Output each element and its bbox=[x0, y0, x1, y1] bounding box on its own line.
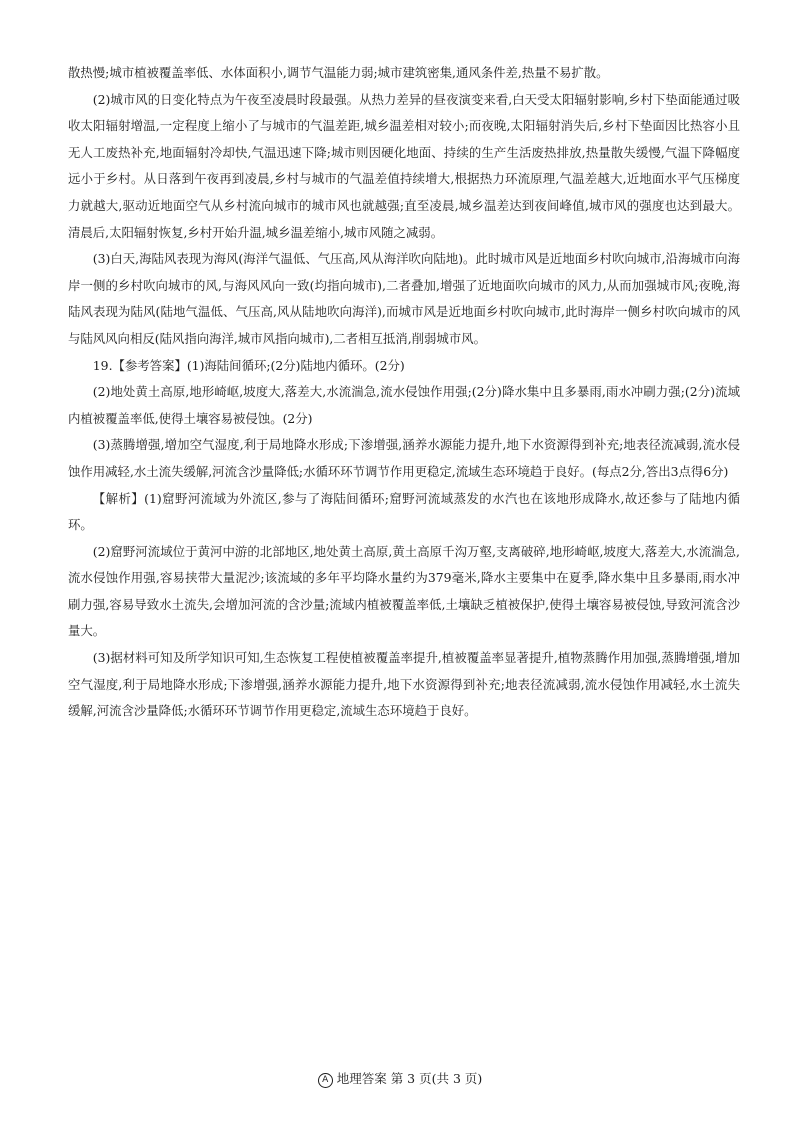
version-marker: A bbox=[318, 1073, 333, 1088]
page-number: 地理答案 第 3 页(共 3 页) bbox=[336, 1071, 483, 1086]
paragraph-q19-answer-2: (2)地处黄土高原,地形崎岖,坡度大,落差大,水流湍急,流水侵蚀作用强;(2分)降水集中且多暴雨,雨水冲刷力强;(2分)流域内植被覆盖率低,使得土壤容易被侵蚀。(2分) bbox=[68, 384, 740, 426]
paragraph-q19-analysis-3: (3)据材料可知及所学知识可知,生态恢复工程使植被覆盖率提升,植被覆盖率显著提升,植物蒸腾作用加强,蒸腾增强,增加空气湿度,利于局地降水形成;下渗增强,涵养水源能力提升,地下水资源得到补充;地表径流减弱,流水侵蚀作用减轻,水土流失缓解,河流含沙量降低;水循环环节调节作用更稳定,流域生态环境趋于良好。 bbox=[68, 650, 740, 719]
paragraph-q19-answer-3: (3)蒸腾增强,增加空气湿度,利于局地降水形成;下渗增强,涵养水源能力提升,地下水资源得到补充;地表径流减弱,流水侵蚀作用减轻,水土流失缓解,河流含沙量降低;水循环环节调节作用更稳定,流域生态环境趋于良好。(每点2分,答出3点得6分) bbox=[68, 437, 740, 479]
paragraph-q19-analysis-2: (2)窟野河流域位于黄河中游的北部地区,地处黄土高原,黄土高原千沟万壑,支离破碎,地形崎岖,坡度大,落差大,水流湍急,流水侵蚀作用强,容易挟带大量泥沙;该流域的多年平均降水量约为379毫米,降水主要集中在夏季,降水集中且多暴雨,雨水冲刷力强,容易导致水土流失,会增加河流的含沙量;流域内植被覆盖率低,土壤缺乏植被保护,使得土壤容易被侵蚀,导致河流含沙量大。 bbox=[68, 543, 740, 639]
page-footer bbox=[0, 1070, 800, 1088]
paragraph-q19-answer: 19.【参考答案】(1)海陆间循环;(2分)陆地内循环。(2分) bbox=[92, 357, 405, 373]
paragraph-continuation: 散热慢;城市植被覆盖率低、水体面积小,调节气温能力弱;城市建筑密集,通风条件差,热量不易扩散。 bbox=[68, 65, 609, 80]
paragraph-q18-2: (2)城市风的日变化特点为午夜至凌晨时段最强。从热力差异的昼夜演变来看,白天受太阳辐射影响,乡村下垫面能通过吸收太阳辐射增温,一定程度上缩小了与城市的气温差距,城乡温差相对较小;而夜晚,太阳辐射消失后,乡村下垫面因比热容小且无人工废热补充,地面辐射冷却快,气温迅速下降;城市则因硬化地面、持续的生产生活废热排放,热量散失缓慢,气温下降幅度远小于乡村。从日落到午夜再到凌晨,乡村与城市的气温差值持续增大,根据热力环流原理,气温差越大,近地面水平气压梯度力就越大,驱动近地面空气从乡村流向城市的城市风也就越强;直至凌晨,城乡温差达到夜间峰值,城市风的强度也达到最大。清晨后,太阳辐射恢复,乡村开始升温,城乡温差缩小,城市风随之减弱。 bbox=[68, 91, 740, 240]
answer-text bbox=[68, 60, 740, 725]
paragraph-q19-analysis-1: 【解析】(1)窟野河流域为外流区,参与了海陆间循环;窟野河流域蒸发的水汽也在该地形成降水,故还参与了陆地内循环。 bbox=[68, 490, 740, 533]
paragraph-q18-3: (3)白天,海陆风表现为海风(海洋气温低、气压高,风从海洋吹向陆地)。此时城市风是近地面乡村吹向城市,沿海城市向海岸一侧的乡村吹向城市的风,与海风风向一致(均指向城市),二者叠加,增强了近地面吹向城市的风力,从而加强城市风;夜晚,海陆风表现为陆风(陆地气温低、气压高,风从陆地吹向海洋),而城市风是近地面乡村吹向城市,此时海岸一侧乡村吹向城市的风与陆风风向相反(陆风指向海洋,城市风指向城市),二者相互抵消,削弱城市风。 bbox=[68, 251, 740, 346]
